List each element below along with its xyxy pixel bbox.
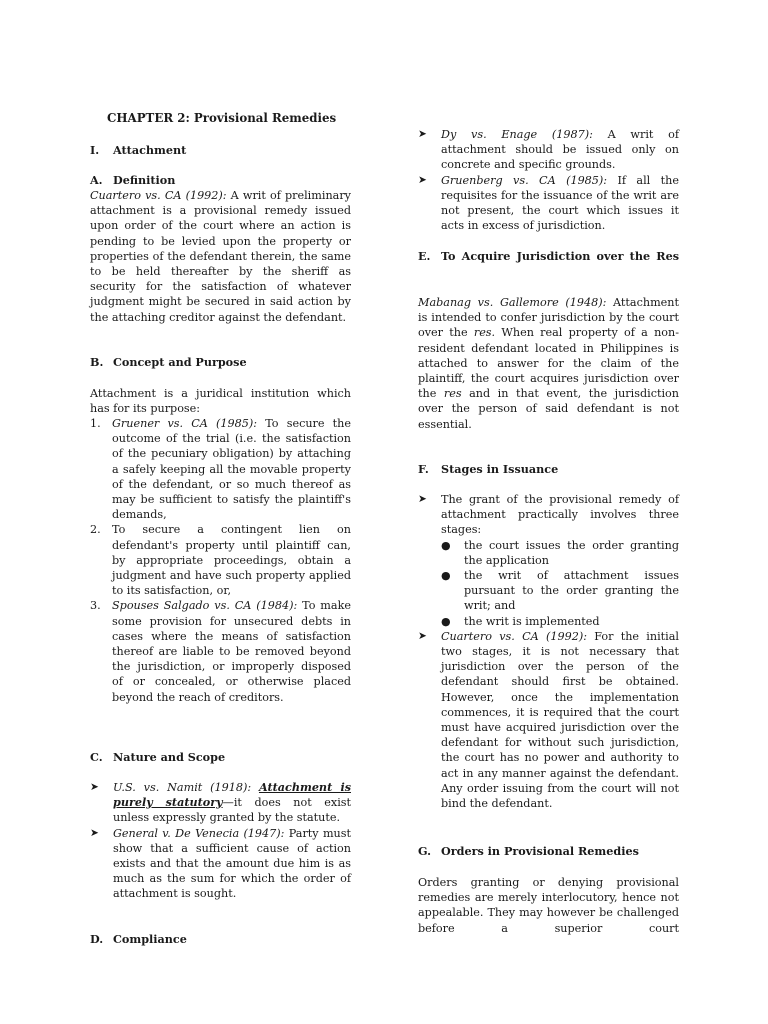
case-citation: Cuartero vs. CA (1992): — [90, 189, 227, 202]
compliance-item — [418, 173, 679, 234]
section-i-heading — [90, 143, 351, 158]
purpose-list — [90, 416, 351, 705]
stage-item — [441, 614, 679, 629]
section-i-number: I. — [90, 143, 100, 157]
bullet-dot-icon: ● — [441, 614, 451, 628]
heading-b-title: Concept and Purpose — [113, 355, 247, 369]
definition-text: A writ of preliminary attachment is a provisional remedy issued upon order of the court where an action is pending to be levied upon the property or properties of the defendant therein, the same to be held thereafter by the sheriff as security for the satisfaction of whatever judgment might be secured in said action by the attaching creditor against the defendant. — [90, 189, 351, 324]
heading-e-number: E. — [418, 249, 431, 263]
heading-g — [418, 844, 679, 859]
stage-item — [441, 538, 679, 568]
bullet-dot-icon: ● — [441, 569, 451, 583]
nature-item — [90, 780, 351, 826]
stage-text: the writ is implemented — [464, 614, 600, 628]
emphasis-text: Attachment is purely statutory — [113, 780, 351, 810]
arrow-bullet-icon: ➤ — [90, 781, 99, 793]
purpose-item — [90, 522, 351, 598]
case-citation: U.S. vs. Namit (1918): — [113, 781, 252, 794]
heading-e-title: To Acquire Jurisdiction over the Res — [441, 249, 679, 263]
stages-list — [418, 492, 679, 811]
arrow-bullet-icon: ➤ — [418, 493, 427, 505]
stage-item — [441, 568, 679, 614]
heading-a — [90, 173, 351, 188]
bullet-dot-icon: ● — [441, 538, 451, 552]
heading-f — [418, 462, 679, 477]
heading-g-title: Orders in Provisional Remedies — [441, 844, 639, 858]
definition-paragraph — [90, 188, 351, 325]
item-text: Gruener vs. CA (1985): To secure the outcome of the trial (i.e. the satisfaction of the pecuniary obligation) by attaching a safely keeping all the movable property of the defendant, or so much thereof as may be sufficient to satisfy the plaintiff's demands, — [112, 417, 351, 522]
nature-list — [90, 780, 351, 902]
case-citation: Cuartero vs. CA (1992): — [441, 629, 587, 643]
case-citation: Gruener vs. CA (1985): — [112, 417, 258, 430]
item-text: Dy vs. Enage (1987): A writ of attachment should be issued only on concrete and specific grounds. — [441, 128, 679, 172]
heading-d — [90, 932, 351, 947]
compliance-list — [418, 127, 679, 233]
item-text: Spouses Salgado vs. CA (1984): To make some provision for unsecured debts in cases where the means of satisfaction thereof are liable to be removed beyond the jurisdiction, or improperly disposed of or concealed, or otherwise placed beyond the reach of creditors. — [112, 599, 351, 704]
purpose-item — [90, 416, 351, 522]
item-number: 1. — [90, 417, 101, 430]
stages-item — [418, 492, 679, 629]
heading-d-title: Compliance — [113, 932, 187, 946]
heading-g-number: G. — [418, 844, 432, 858]
case-citation: Dy vs. Enage (1987): — [441, 128, 593, 141]
heading-c — [90, 750, 351, 765]
case-citation: General v. De Venecia (1947): — [113, 826, 285, 840]
arrow-bullet-icon: ➤ — [90, 826, 99, 839]
case-citation: Spouses Salgado vs. CA (1984): — [112, 599, 298, 613]
item-text: U.S. vs. Namit (1918): Attachment is purely statutory—it does not exist unless expressly granted by the statute. — [113, 780, 352, 825]
heading-b — [90, 355, 351, 370]
item-text: To secure a contingent lien on defendant's property until plaintiff can, by appropriate proceedings, obtain a judgment and have such property applied to its satisfaction, or, — [112, 523, 351, 598]
heading-f-title: Stages in Issuance — [441, 462, 559, 476]
heading-a-title: Definition — [113, 173, 176, 187]
heading-e — [418, 249, 679, 264]
item-number: 2. — [90, 523, 101, 537]
concept-intro: Attachment is a juridical institution which has for its purpose: — [90, 387, 351, 416]
stage-text: the writ of attachment issues pursuant to the order granting the writ; and — [464, 569, 679, 613]
item-text: Cuartero vs. CA (1992): For the initial two stages, it is not necessary that jurisdiction over the person of the defendant should first be obtained. However, once the implementation commences, it is required that the court must have acquired jurisdiction over the defendant for without such jurisdiction, the court has no power and authority to act in any manner against the defendant. Any order issuing from the court will not bind the defendant. — [441, 629, 679, 811]
item-text: Gruenberg vs. CA (1985): If all the requisites for the issuance of the writ are not present, the court which issues it acts in excess of jurisdiction. — [441, 173, 679, 233]
item-text: General v. De Venecia (1947): Party must show that a sufficient cause of action exists and that the amount due him is as much as the sum for which the order of attachment is sought. — [113, 826, 351, 901]
chapter-title: CHAPTER 2: Provisional Remedies — [107, 111, 337, 125]
section-i-title: Attachment — [113, 143, 187, 157]
jurisdiction-paragraph: Mabanag vs. Gallemore (1948): Attachment is intended to confer jurisdiction by the court over the res. When real property of a non-resident defendant located in Philippines is attached to answer for the claim of the plaintiff, the court acquires jurisdiction over the res and in that event, the jurisdiction over the person of said defendant is not essential. — [418, 296, 679, 431]
orders-paragraph: Orders granting or denying provisional remedies are merely interlocutory, hence not appealable. They may however be challenged before a superior court — [418, 876, 679, 935]
compliance-item — [418, 127, 679, 173]
item-number: 3. — [90, 599, 101, 613]
heading-b-number: B. — [90, 355, 104, 369]
arrow-bullet-icon: ➤ — [418, 128, 427, 140]
heading-a-number: A. — [90, 173, 103, 187]
item-text: The grant of the provisional remedy of attachment practically involves three stages: — [441, 493, 679, 537]
stage-text: the court issues the order granting the application — [464, 538, 679, 567]
case-citation: Gruenberg vs. CA (1985): — [441, 173, 608, 187]
nature-item — [90, 826, 351, 902]
case-citation: Mabanag vs. Gallemore (1948): — [418, 296, 607, 309]
purpose-item — [90, 598, 351, 704]
heading-d-number: D. — [90, 932, 104, 946]
arrow-bullet-icon: ➤ — [418, 629, 427, 642]
heading-c-number: C. — [90, 750, 103, 764]
heading-c-title: Nature and Scope — [113, 750, 226, 764]
arrow-bullet-icon: ➤ — [418, 173, 427, 186]
heading-f-number: F. — [418, 462, 429, 476]
stages-item — [418, 629, 679, 811]
